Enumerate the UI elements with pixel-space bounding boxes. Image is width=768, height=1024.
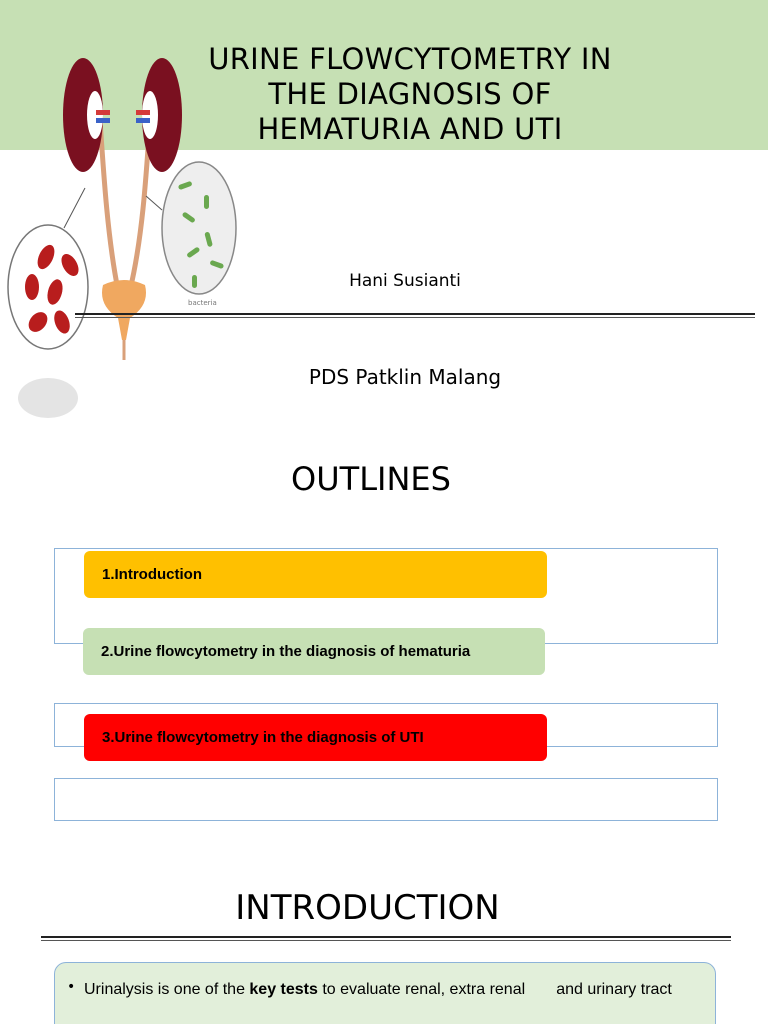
bullet-icon: • [67,979,76,995]
introduction-slide [0,850,768,1024]
slide-heading: INTRODUCTION [235,888,500,928]
intro-content-box [54,962,716,1024]
divider-line [41,936,731,938]
bullet-text [84,979,694,1000]
outline-item-introduction[interactable] [84,551,547,598]
divider-line [75,317,755,318]
illustration-label: bacteria [188,299,217,307]
outline-slide [0,440,768,850]
presentation-title [150,42,670,147]
outline-frame [54,778,718,821]
divider-line [75,313,755,315]
bullet-text-start: Urinalysis is one of the [84,981,250,998]
bladder-icon [102,280,146,360]
bullet-text-end: to evaluate renal, extra renal and urinary tract [317,981,672,998]
title-slide [0,0,768,440]
outline-item-uti[interactable] [84,714,547,761]
outline-item-label: 2.Urine flowcytometry in the diagnosis of hematuria [101,643,471,660]
title-line: THE DIAGNOSIS OF [268,77,552,111]
outline-item-hematuria[interactable] [83,628,545,675]
slide-heading: OUTLINES [291,460,451,498]
title-line: URINE FLOWCYTOMETRY IN [208,42,612,76]
bacteria-icon [146,162,236,307]
blur-spot [18,378,78,418]
outline-item-label: 3.Urine flowcytometry in the diagnosis of UTI [102,729,424,746]
red-blood-cells-icon [8,188,88,349]
outline-item-label: 1.Introduction [102,566,202,583]
institution-name: PDS Patklin Malang [308,365,502,389]
bullet-text-emphasis: key tests [249,981,318,998]
title-line: HEMATURIA AND UTI [257,112,563,146]
author-name: Hani Susianti [349,271,461,291]
divider-line [41,940,731,941]
